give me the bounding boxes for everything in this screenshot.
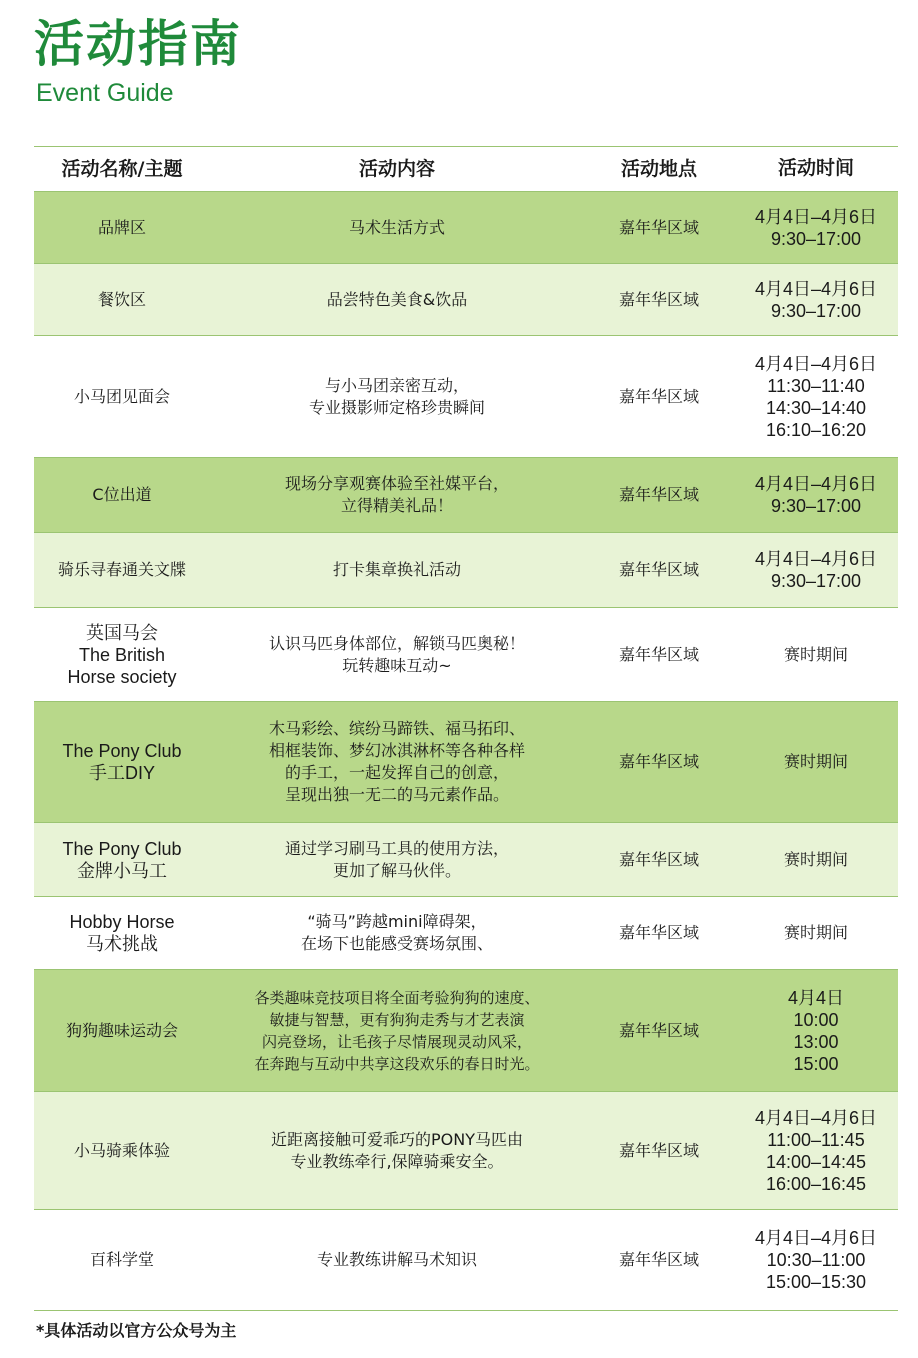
event-content: 近距离接触可爱乖巧的PONY马匹由 专业教练牵行,保障骑乘安全。 bbox=[271, 1129, 523, 1171]
event-table bbox=[34, 146, 898, 1311]
event-name: 百科学堂 bbox=[89, 1250, 154, 1269]
event-time: 4月4日–4月6日 9:30–17:00 bbox=[754, 474, 878, 516]
event-name: Hobby Horse 马术挑战 bbox=[69, 912, 175, 954]
event-time: 4月4日–4月6日 9:30–17:00 bbox=[754, 206, 878, 249]
event-name: 英国马会 The British Horse society bbox=[67, 622, 177, 687]
event-content: “骑马”跨越mini障碍架， 在场下也能感受赛场氛围、 bbox=[300, 912, 493, 953]
column-header-location: 活动地点 bbox=[620, 158, 697, 180]
event-location: 嘉年华区域 bbox=[618, 217, 699, 237]
event-location: 嘉年华区域 bbox=[618, 644, 699, 664]
table-row bbox=[34, 1210, 898, 1311]
event-name: 骑乐寻春通关文牒 bbox=[57, 560, 186, 579]
event-content: 木马彩绘、缤纷马蹄铁、福马拓印、 相框装饰、梦幻冰淇淋杯等各种各样 的手工，一起发挥自己的创意， 呈现出独一无二的马元素作品。 bbox=[268, 719, 525, 804]
event-content: 专业教练讲解马术知识 bbox=[316, 1250, 477, 1269]
event-time: 赛时期间 bbox=[783, 752, 848, 771]
event-name: The Pony Club 金牌小马工 bbox=[62, 838, 182, 881]
event-time: 4月4日–4月6日 9:30–17:00 bbox=[754, 549, 878, 591]
event-location: 嘉年华区域 bbox=[618, 849, 699, 869]
table-row bbox=[34, 702, 898, 823]
table-row bbox=[34, 336, 898, 458]
event-name: 品牌区 bbox=[97, 217, 146, 237]
table-header bbox=[34, 146, 898, 192]
event-name: C位出道 bbox=[92, 485, 152, 504]
footnote: *具体活动以官方公众号为主 bbox=[36, 1321, 237, 1340]
event-time: 赛时期间 bbox=[783, 923, 848, 942]
page-subtitle: Event Guide bbox=[36, 79, 174, 107]
table-row bbox=[34, 1092, 898, 1210]
event-content: 各类趣味竞技项目将全面考验狗狗的速度、 敏捷与智慧，更有狗狗走秀与才艺表演 闪亮登场，让毛孩子尽情展现灵动风采， 在奔跑与互动中共享这段欢乐的春日时光。 bbox=[254, 988, 540, 1073]
table-row bbox=[34, 608, 898, 702]
event-content: 马术生活方式 bbox=[348, 217, 445, 237]
event-name: The Pony Club 手工DIY bbox=[62, 741, 182, 783]
table-row bbox=[34, 533, 898, 608]
column-header-name: 活动名称/主题 bbox=[61, 158, 183, 180]
event-name: 小马骑乘体验 bbox=[73, 1140, 170, 1160]
event-time: 赛时期间 bbox=[783, 644, 848, 664]
event-time: 4月4日–4月6日 11:00–11:45 14:00–14:45 16:00–16:45 bbox=[754, 1107, 878, 1194]
event-location: 嘉年华区域 bbox=[618, 560, 699, 579]
event-content: 与小马团亲密互动， 专业摄影师定格珍贵瞬间 bbox=[308, 375, 485, 417]
table-row bbox=[34, 823, 898, 897]
event-location: 嘉年华区域 bbox=[618, 1140, 699, 1160]
table-row bbox=[34, 264, 898, 336]
table-row bbox=[34, 897, 898, 970]
event-content: 品尝特色美食&饮品 bbox=[326, 289, 468, 309]
event-location: 嘉年华区域 bbox=[618, 1020, 699, 1040]
event-content: 打卡集章换礼活动 bbox=[332, 560, 461, 579]
event-content: 通过学习刷马工具的使用方法， 更加了解马伙伴。 bbox=[284, 838, 509, 880]
event-time: 4月4日 10:00 13:00 15:00 bbox=[787, 987, 845, 1074]
event-name: 餐饮区 bbox=[97, 289, 146, 309]
table-row bbox=[34, 192, 898, 264]
event-name: 狗狗趣味运动会 bbox=[65, 1020, 178, 1040]
event-content: 认识马匹身体部位，解锁马匹奥秘！ 玩转趣味互动~ bbox=[268, 633, 525, 675]
event-time: 4月4日–4月6日 9:30–17:00 bbox=[754, 278, 878, 321]
event-location: 嘉年华区域 bbox=[618, 923, 699, 942]
column-header-content: 活动内容 bbox=[358, 158, 435, 180]
column-header-time: 活动时间 bbox=[777, 158, 854, 179]
event-location: 嘉年华区域 bbox=[618, 289, 699, 309]
event-location: 嘉年华区域 bbox=[618, 485, 699, 504]
event-time: 4月4日–4月6日 10:30–11:00 15:00–15:30 bbox=[754, 1228, 878, 1292]
table-row bbox=[34, 458, 898, 533]
event-name: 小马团见面会 bbox=[73, 386, 170, 406]
page-title: 活动指南 bbox=[34, 15, 242, 73]
event-content: 现场分享观赛体验至社媒平台， 立得精美礼品！ bbox=[284, 474, 509, 515]
event-time: 4月4日–4月6日 11:30–11:40 14:30–14:40 16:10–16:20 bbox=[754, 353, 878, 440]
table-row bbox=[34, 970, 898, 1092]
event-time: 赛时期间 bbox=[783, 849, 848, 869]
event-location: 嘉年华区域 bbox=[618, 386, 699, 406]
event-location: 嘉年华区域 bbox=[618, 752, 699, 771]
event-location: 嘉年华区域 bbox=[618, 1250, 699, 1269]
